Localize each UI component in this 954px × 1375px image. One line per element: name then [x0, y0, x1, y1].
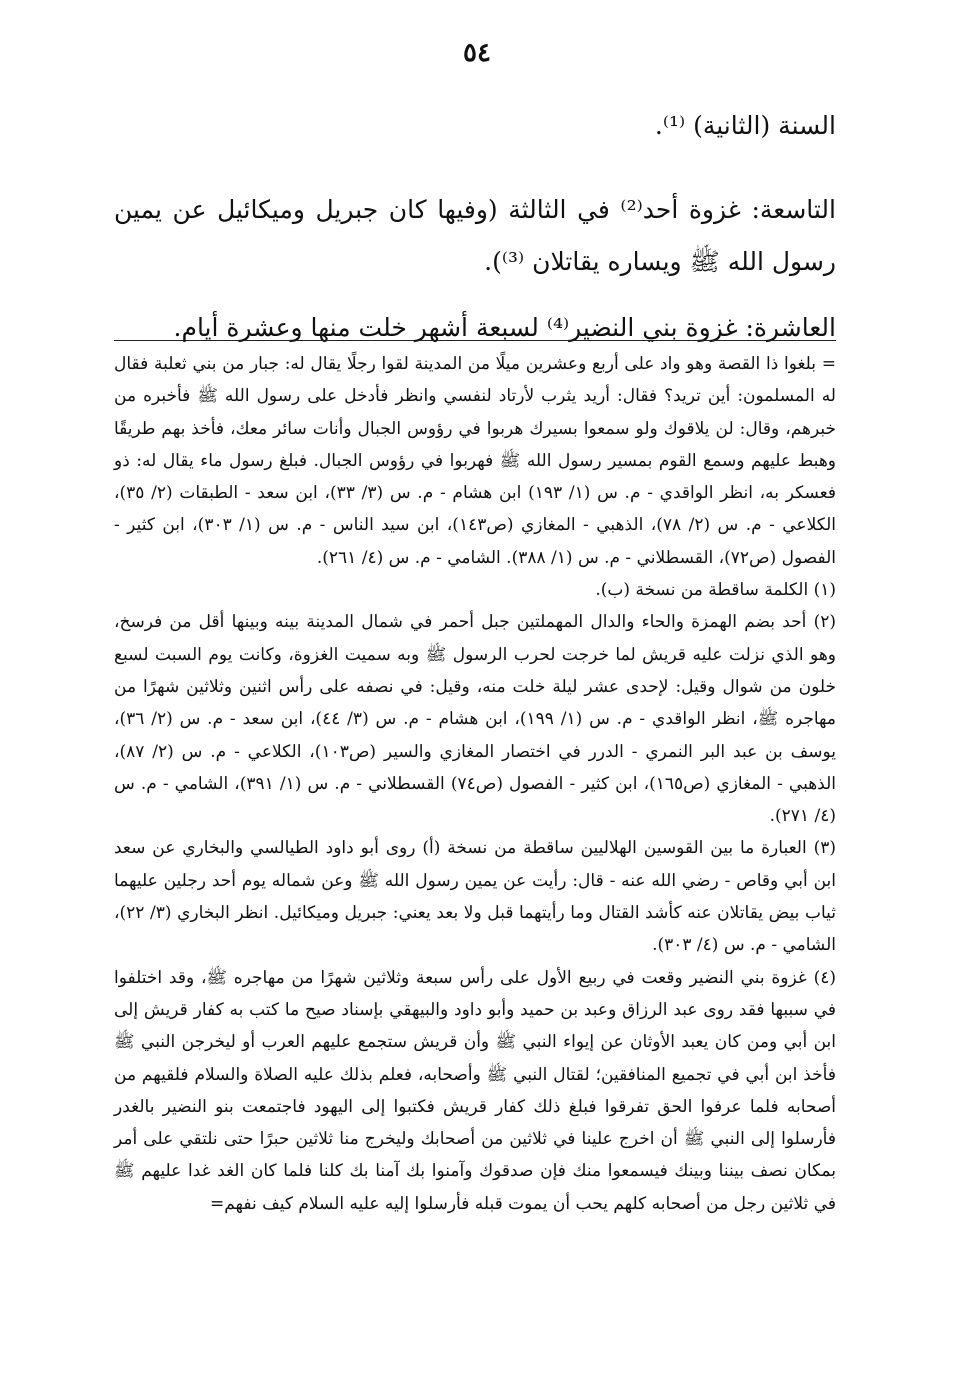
main-text: [114, 100, 836, 354]
footnotes: [114, 348, 836, 1220]
paragraph-second-year: السنة (الثانية) ⁽¹⁾.: [654, 111, 836, 140]
footnote-separator: [114, 340, 836, 341]
footnote-continuation: = بلغوا ذا القصة وهو واد على أربع وعشرين ميلًا من المدينة لقوا رجلًا يقال له: جبار من بني ثعلبة فقال له المسلمون: أين تريد؟ فقال: أريد يثرب لأرتاد لنفسي وانظر فأدخل على رسول الله ﷺ فأخبره من خبرهم، وقال: لن يلاقوك ولو سمعوا بسيرك هربوا في رؤوس الجبال وأنات سائر معك، فأخذ بهم طريقًا وهبط عليهم وسمع القوم بمسير رسول الله ﷺ فهربوا في رؤوس الجبال. فبلغ رسول ماء يقال له: ذو فعسكر به، انظر الواقدي - م. س (١/ ١٩٣) ابن هشام - م. س (٣/ ٣٣)، ابن سعد - الطبقات (٢/ ٣٥)، الكلاعي - م. س (٢/ ٧٨)، الذهبي - المغازي (ص١٤٣)، ابن سيد الناس - م. س (١/ ٣٠٣)، ابن كثير - الفصول (ص٧٢)، القسطلاني - م. س (١/ ٣٨٨). الشامي - م. س (٤/ ٢٦١).: [114, 354, 837, 568]
page-number: ٥٤: [463, 38, 491, 68]
footnote-2: (٢) أحد بضم الهمزة والحاء والدال المهملتين جبل أحمر في شمال المدينة بينه وبينها أقل من فرسخ، وهو الذي نزلت عليه قريش لما خرجت لحرب الرسول ﷺ وبه سميت الغزوة، وكانت يوم السبت لسبع خلون من شوال وقيل: لإحدى عشر ليلة خلت منه، وقيل: في نصفه على رأس اثنين وثلاثين شهرًا من مهاجره ﷺ، انظر الواقدي - م. س (١/ ١٩٩)، ابن هشام - م. س (٣/ ٤٤)، ابن سعد - م. س (٢/ ٣٦)، يوسف بن عبد البر النمري - الدرر في اختصار المغازي والسير (ص١٠٣)، الكلاعي - م. س (٢/ ٨٧)، الذهبي - المغازي (ص١٦٥)، ابن كثير - الفصول (ص٧٤) القسطلاني - م. س (١/ ٣٩١)، الشامي - م. س (٤/ ٢٧١).: [114, 612, 837, 827]
footnote-4: (٤) غزوة بني النضير وقعت في ربيع الأول على رأس سبعة وثلاثين شهرًا من مهاجره ﷺ، وقد اختلفوا في سببها فقد روى عبد الرزاق وعبد بن حميد وأبو داود والبيهقي بإسناد صيح ما كتب به كفار قريش إلى ابن أبي ومن كان يعبد الأوثان عن إيواء النبي ﷺ وأن قريش ستجمع عليهم العرب أو ليخرجن النبي ﷺ فأخذ ابن أبي في تجميع المنافقين؛ لقتال النبي ﷺ وأصحابه، فعلم بذلك عليه الصلاة والسلام فلقيهم من أصحابه فلما عرفوا الحق تفرقوا فبلغ ذلك كفار قريش فكتبوا إلى اليهود فاجتمعت بنو النضير بالغدر فأرسلوا إلى النبي ﷺ أن اخرج علينا في ثلاثين من أصحابك وليخرج منا ثلاثين حبرًا حتى نلتقي على أمر بمكان نصف بيننا وبينك فيسمعوا منك فإن صدقوك وآمنوا بك آمنا بك كلنا فلما كان الغد غدا عليهم ﷺ في ثلاثين رجل من أصحابه كلهم يحب أن يموت قبله فأرسلوا إليه عليه السلام كيف نفهم=: [114, 967, 836, 1214]
footnote-1: (١) الكلمة ساقطة من نسخة (ب).: [595, 580, 836, 601]
paragraph-banu-nadir: العاشرة: غزوة بني النضير⁽⁴⁾ لسبعة أشهر خلت منها وعشرة أيام.: [173, 313, 836, 342]
footnote-3: (٣) العبارة ما بين القوسين الهلاليين ساقطة من نسخة (أ) روى أبو داود الطيالسي والبخاري عن سعد ابن أبي وقاص - رضي الله عنه - قال: رأيت عن يمين رسول الله ﷺ وعن شماله يوم أحد رجلين عليهما ثياب بيض يقاتلان عنه كأشد القتال وما رأيتهما قبل ولا بعد يعني: جبريل وميكائيل. انظر البخاري (٣/ ٢٢)، الشامي - م. س (٤/ ٣٠٣).: [114, 838, 836, 956]
paragraph-uhud: التاسعة: غزوة أحد⁽²⁾ في الثالثة (وفيها كان جبريل وميكائيل عن يمين رسول الله ﷺ ويساره يقاتلان ⁽³⁾).: [114, 195, 836, 276]
